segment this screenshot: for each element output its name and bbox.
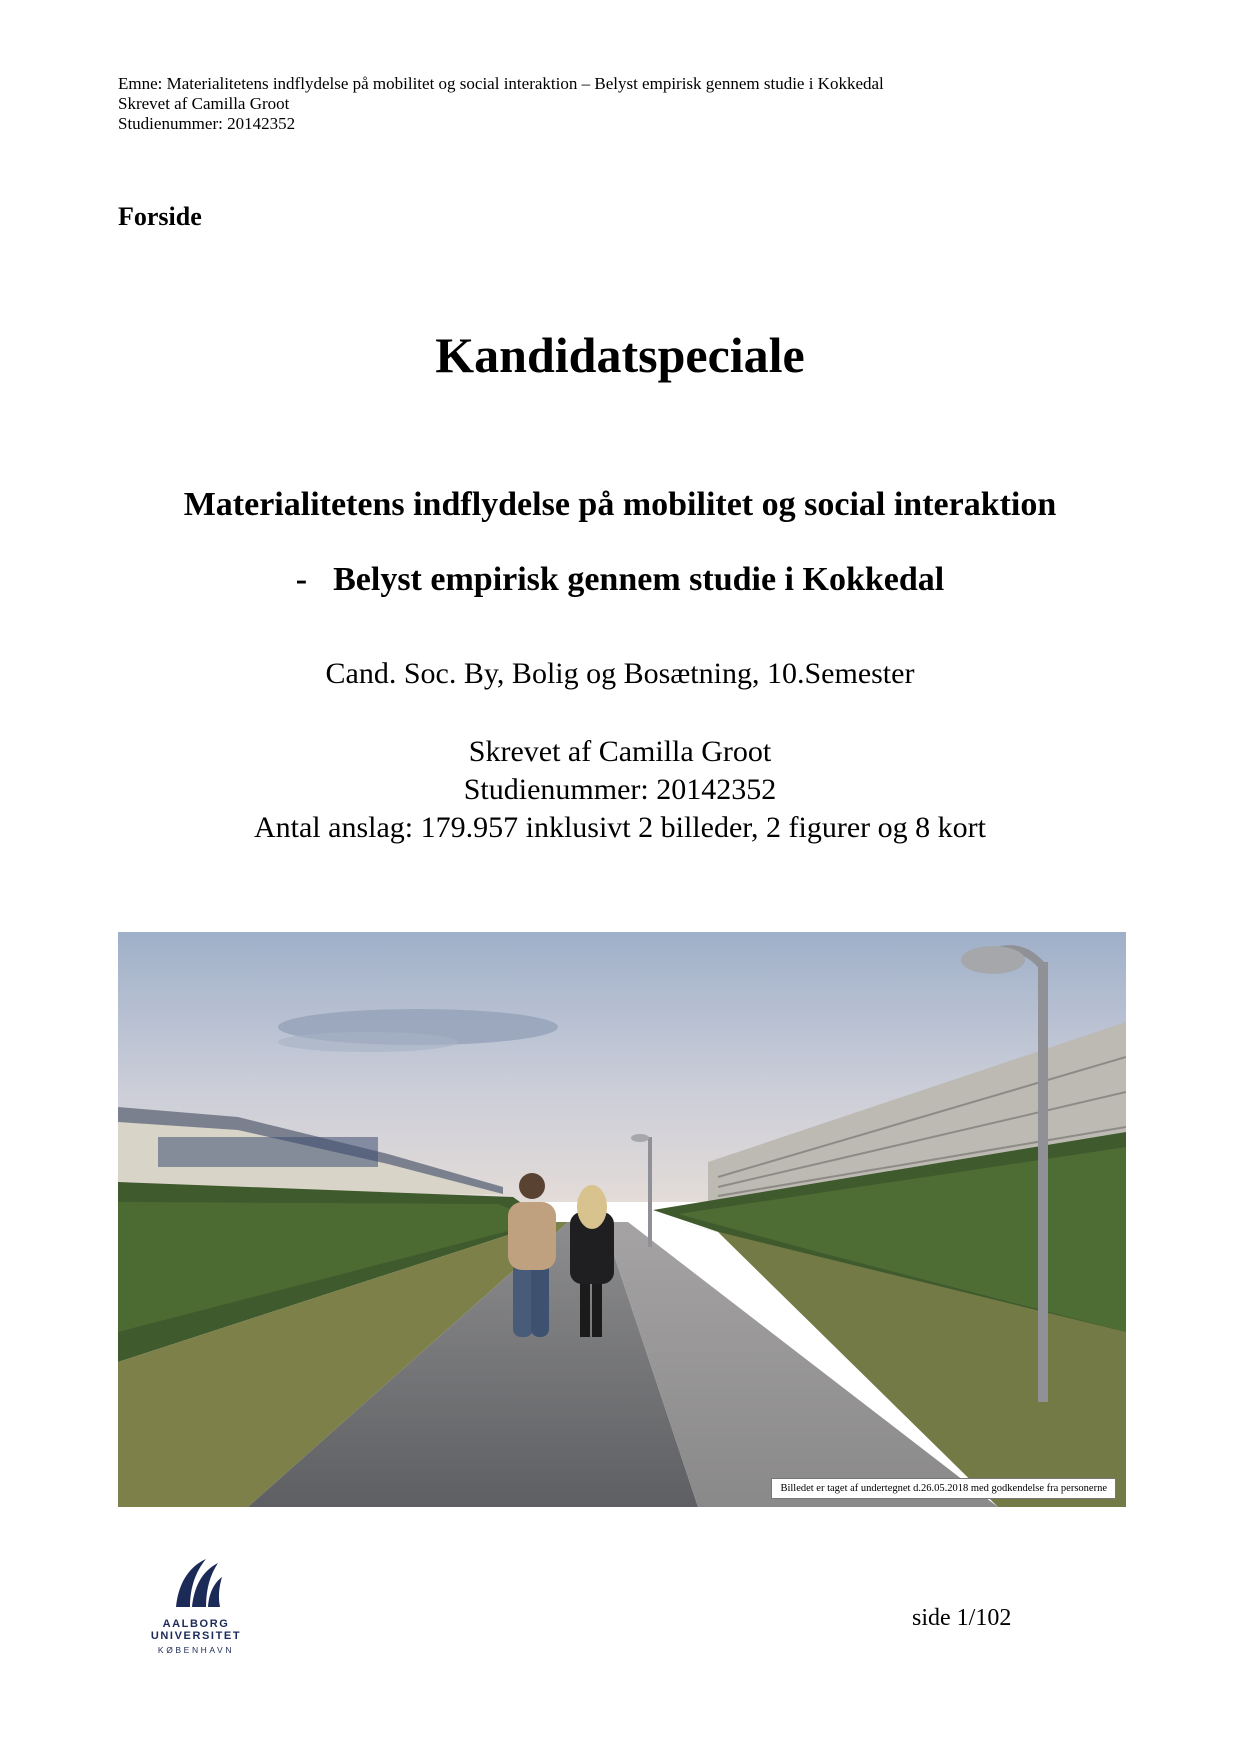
subtitle-dash: - [295, 561, 308, 598]
section-label: Forside [118, 202, 202, 231]
header-student-number: Studienummer: 20142352 [118, 114, 296, 133]
document-title: Kandidatspeciale [435, 327, 805, 383]
header-author: Skrevet af Camilla Groot [118, 94, 290, 113]
page-header [118, 74, 884, 134]
author-student-number: Studienummer: 20142352 [463, 773, 777, 806]
university-name: AALBORG UNIVERSITET [150, 1618, 242, 1642]
author-block [0, 733, 1240, 847]
character-count: Antal anslag: 179.957 inklusivt 2 billeder, 2 figurer og 8 kort [253, 811, 986, 844]
subtitle-line-2 [0, 561, 1240, 599]
program-line: Cand. Soc. By, Bolig og Bosætning, 10.Semester [325, 657, 915, 690]
cover-photo [118, 932, 1126, 1507]
subtitle-line-1: Materialitetens indflydelse på mobilitet og social interaktion [183, 486, 1057, 523]
author-name: Skrevet af Camilla Groot [468, 735, 772, 768]
subtitle-line-2-text: Belyst empirisk gennem studie i Kokkedal [333, 561, 945, 598]
header-subject: Emne: Materialitetens indflydelse på mobilitet og social interaktion – Belyst empirisk gennem studie i Kokkedal [118, 74, 884, 93]
photo-caption: Billedet er taget af undertegnet d.26.05.2018 med godkendelse fra personerne [771, 1478, 1116, 1499]
aau-wave-logo-icon [166, 1555, 226, 1611]
page-number: side 1/102 [912, 1605, 1012, 1631]
university-city: KØBENHAVN [157, 1645, 235, 1655]
university-logo [116, 1555, 276, 1655]
cover-photo-illustration [118, 932, 1126, 1507]
